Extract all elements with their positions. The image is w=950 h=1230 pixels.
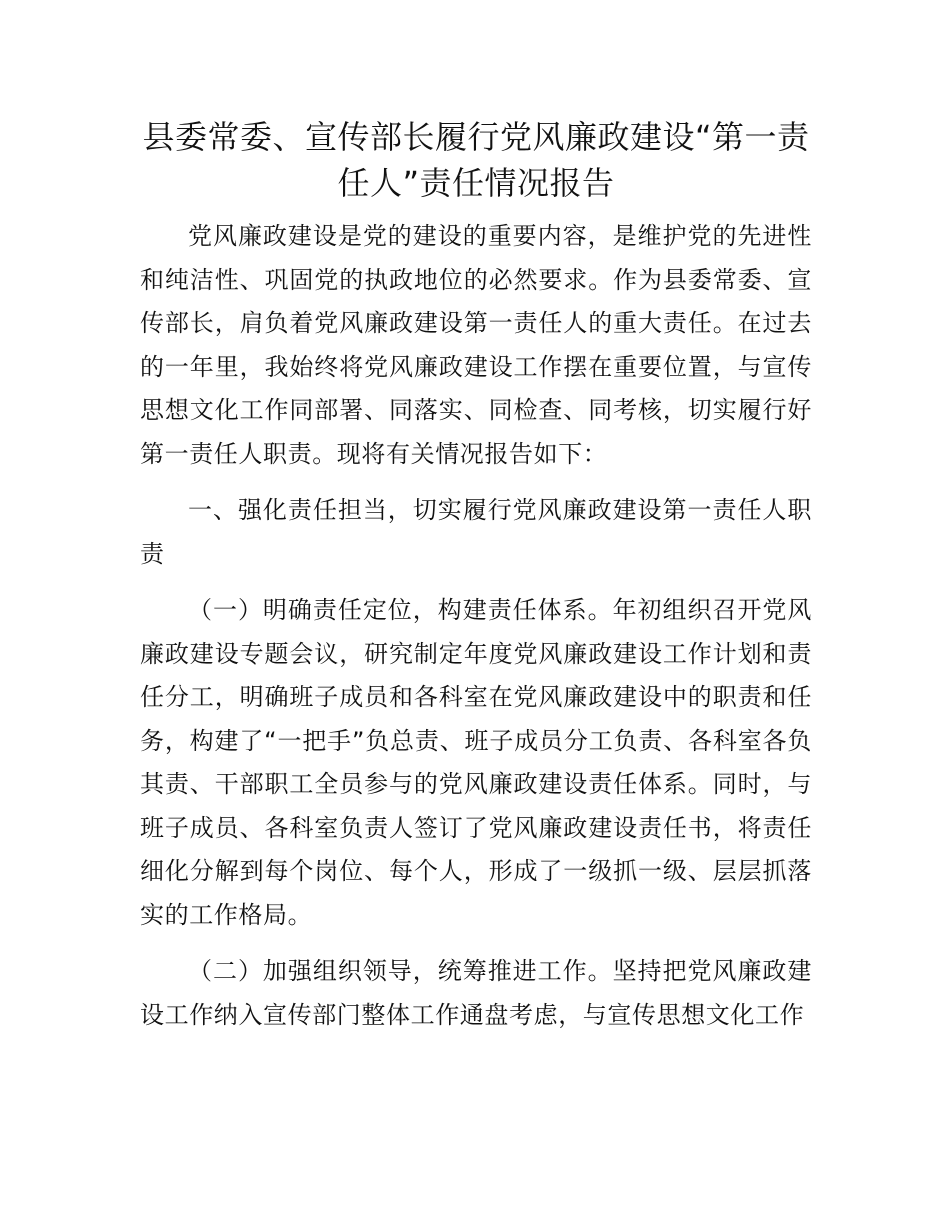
- paragraph-subsection-2: （二）加强组织领导，统筹推进工作。坚持把党风廉政建设工作纳入宣传部门整体工作通盘考虑，与宣传思想文化工作: [140, 957, 812, 1029]
- document-title: 县委常委、宣传部长履行党风廉政建设“第一责任人”责任情况报告: [142, 118, 810, 202]
- paragraph-intro: 党风廉政建设是党的建设的重要内容，是维护党的先进性和纯洁性、巩固党的执政地位的必然要求。作为县委常委、宣传部长，肩负着党风廉政建设第一责任人的重大责任。在过去的一年里，我始终将党风廉政建设工作摆在重要位置，与宣传思想文化工作同部署、同落实、同检查、同考核，切实履行好第一责任人职责。现将有关情况报告如下：: [140, 222, 812, 468]
- section-heading-1: 一、强化责任担当，切实履行党风廉政建设第一责任人职责: [140, 496, 812, 568]
- document-body: [140, 215, 812, 1037]
- paragraph-subsection-1: （一）明确责任定位，构建责任体系。年初组织召开党风廉政建设专题会议，研究制定年度党风廉政建设工作计划和责任分工，明确班子成员和各科室在党风廉政建设中的职责和任务，构建了“一把手”负总责、班子成员分工负责、各科室各负其责、干部职工全员参与的党风廉政建设责任体系。同时，与班子成员、各科室负责人签订了党风廉政建设责任书，将责任细化分解到每个岗位、每个人，形成了一级抓一级、层层抓落实的工作格局。: [140, 596, 812, 929]
